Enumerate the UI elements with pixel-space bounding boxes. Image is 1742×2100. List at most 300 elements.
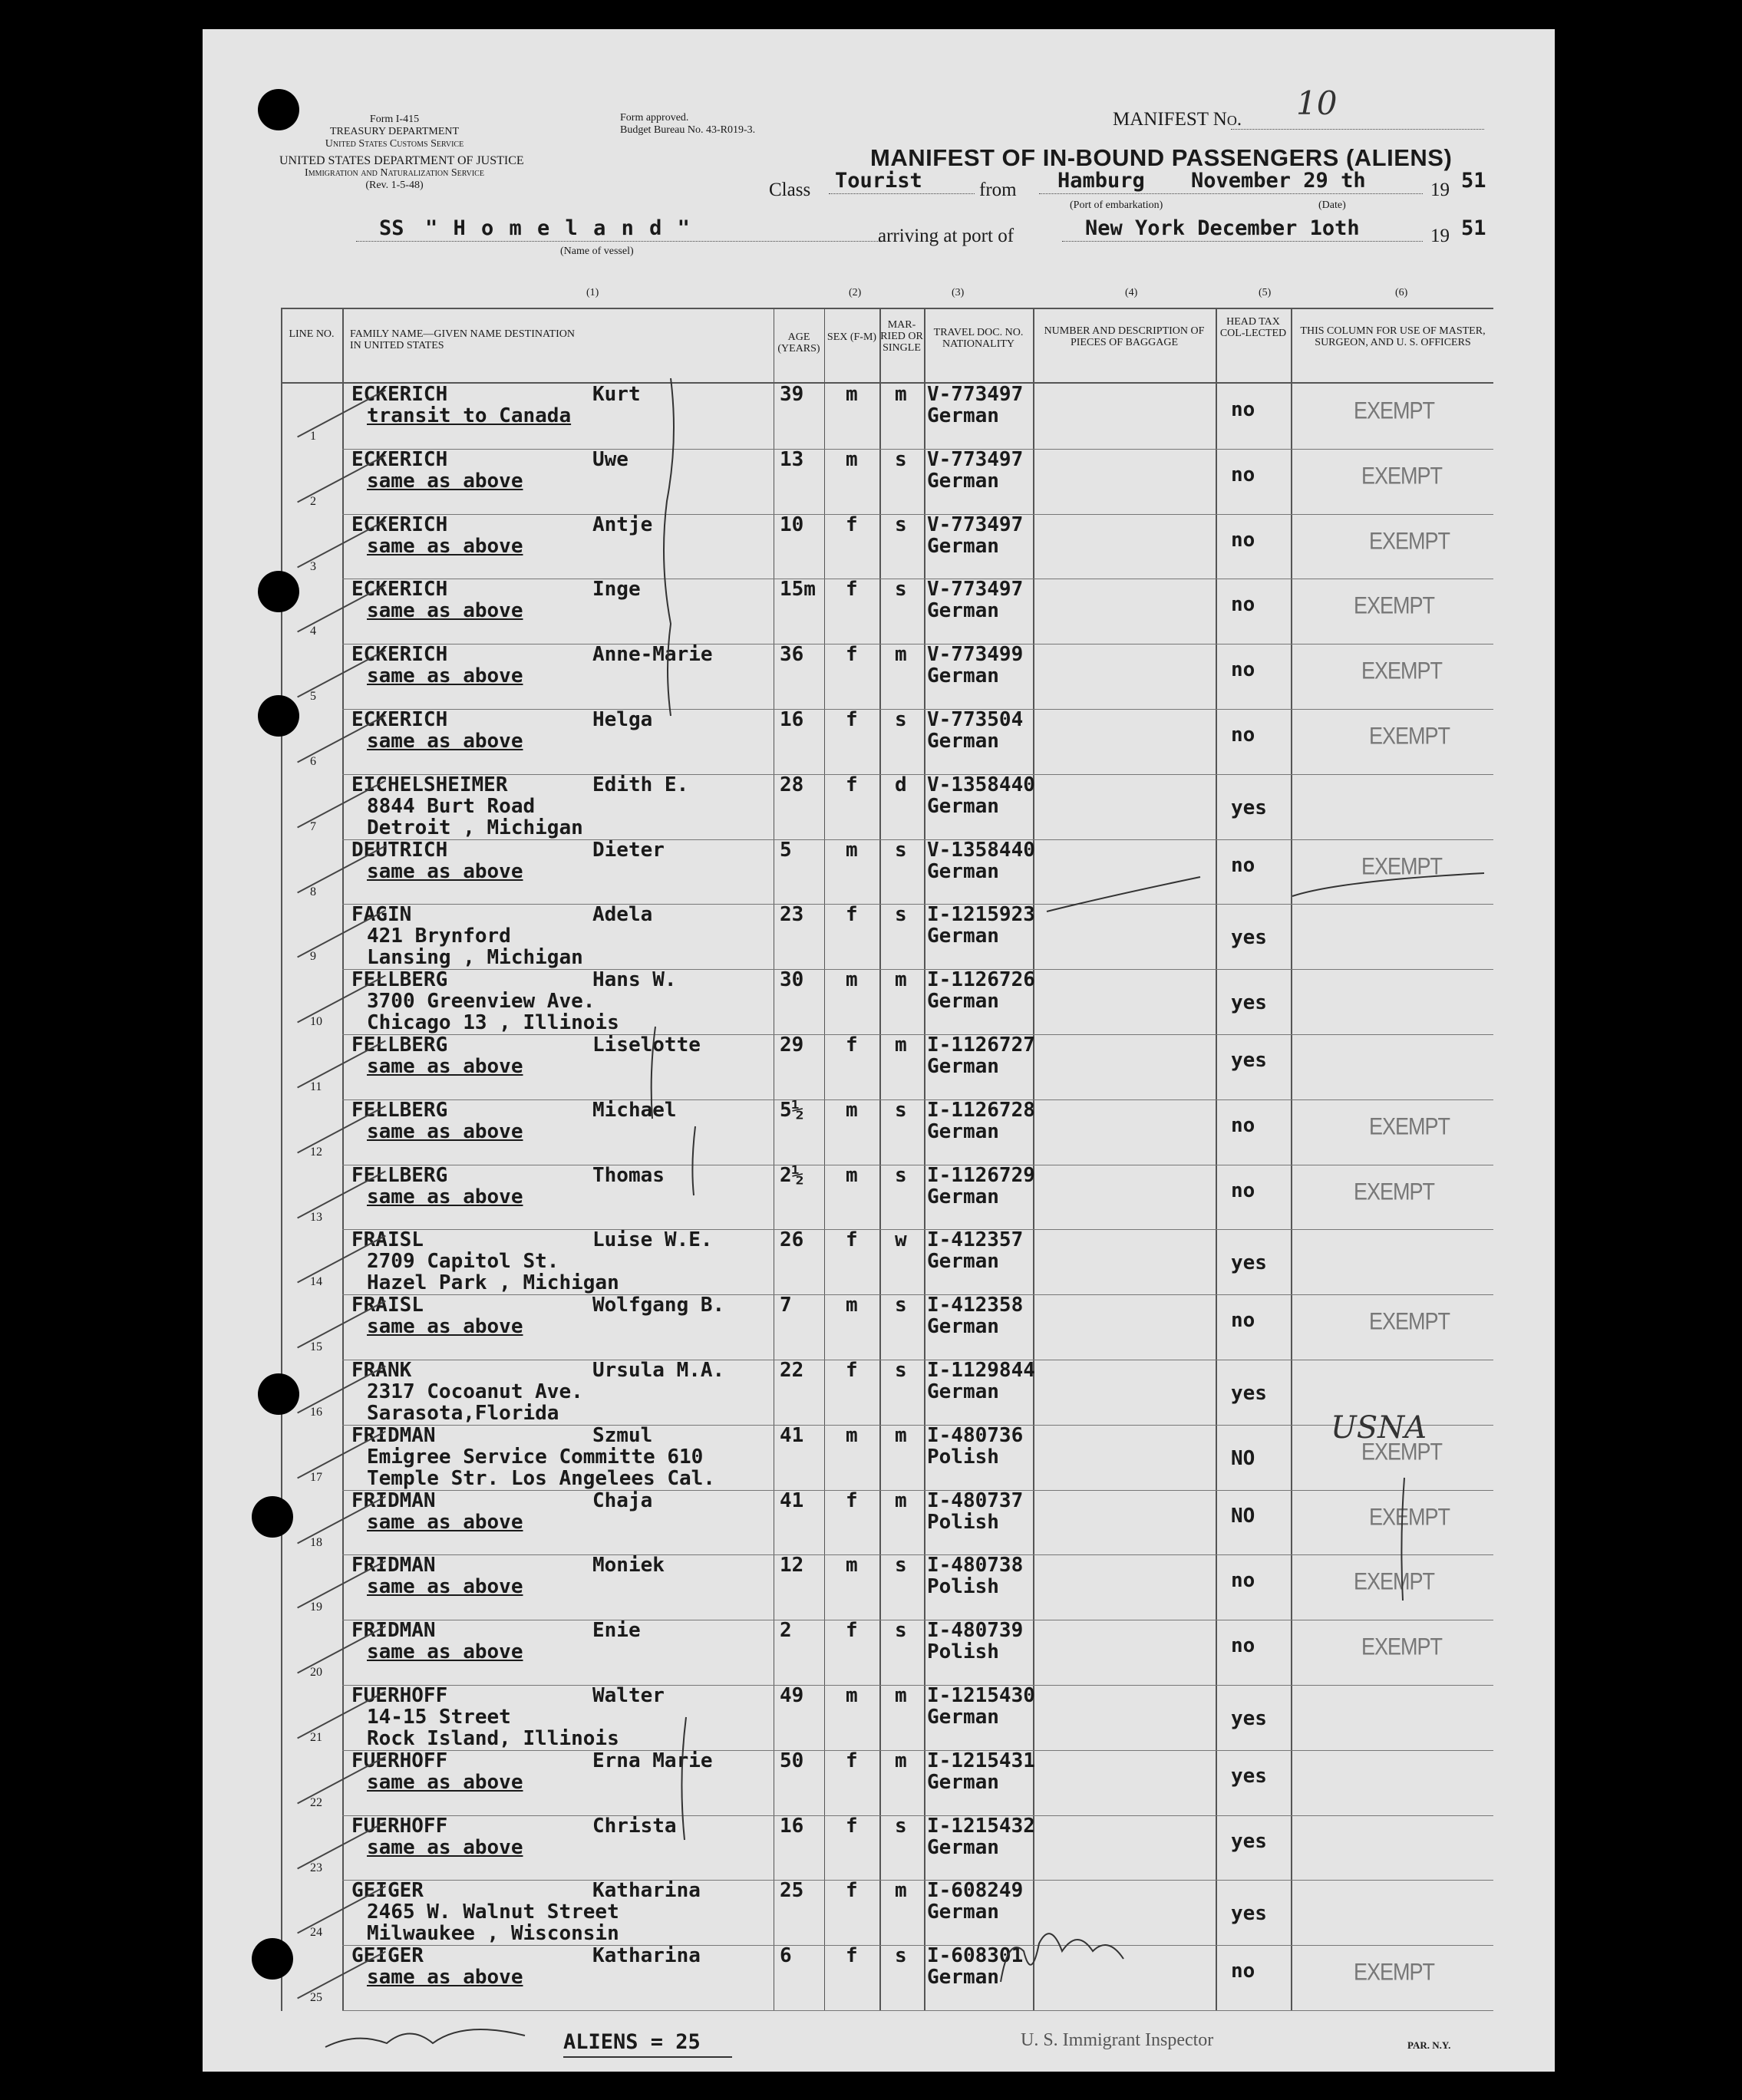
destination: same as above — [367, 1640, 523, 1664]
nationality: German — [927, 1055, 999, 1078]
inspector-label: U. S. Immigrant Inspector — [1021, 2030, 1214, 2050]
punch-hole — [258, 1373, 299, 1415]
sex: f — [846, 1359, 858, 1382]
given-name: Kurt — [592, 383, 641, 406]
line-number: 8 — [310, 885, 316, 898]
travel-doc-no: I-1215432 — [927, 1814, 1035, 1838]
family-name: DEUTRICH — [351, 838, 448, 862]
col-header-tax: HEAD TAX COL-LECTED — [1219, 316, 1287, 339]
nationality: German — [927, 534, 999, 558]
exempt-stamp: EXEMPT — [1354, 1178, 1435, 1205]
nationality: German — [927, 1315, 999, 1339]
head-tax: no — [1231, 658, 1255, 682]
given-name: Michael — [592, 1098, 677, 1122]
given-name: Walter — [592, 1684, 665, 1707]
travel-doc-no: I-1126727 — [927, 1034, 1035, 1057]
head-tax: yes — [1231, 796, 1267, 819]
given-name: Moniek — [592, 1554, 665, 1577]
marital-status: d — [895, 773, 907, 796]
arriving-label: arriving at port of — [878, 226, 1015, 246]
family-name: FELLBERG — [351, 1098, 448, 1122]
form-revision: (Rev. 1-5-48) — [365, 180, 424, 191]
destination: same as above — [367, 664, 523, 688]
family-name: ECKERICH — [351, 643, 448, 667]
sex: f — [846, 773, 858, 796]
travel-doc-no: I-1129844 — [927, 1359, 1035, 1382]
age: 7 — [780, 1294, 792, 1317]
sex: f — [846, 643, 858, 667]
travel-doc-no: I-412358 — [927, 1294, 1024, 1317]
age: 16 — [780, 1814, 804, 1838]
marital-status: m — [895, 643, 907, 667]
given-name: Adela — [592, 903, 653, 927]
line-number: 4 — [310, 625, 316, 638]
exempt-stamp: EXEMPT — [1361, 1438, 1443, 1465]
column-number: (5) — [1259, 287, 1272, 298]
given-name: Helga — [592, 708, 653, 731]
family-name: EICHELSHEIMER — [351, 773, 508, 796]
sex: f — [846, 708, 858, 731]
line-number: 18 — [310, 1535, 322, 1549]
line-number: 7 — [310, 819, 316, 833]
destination: same as above — [367, 1119, 523, 1143]
travel-doc-no: I-412357 — [927, 1228, 1024, 1252]
marital-status: m — [895, 1879, 907, 1903]
head-tax: no — [1231, 1113, 1255, 1137]
column-number: (2) — [849, 287, 862, 298]
vessel-caption: (Name of vessel) — [560, 246, 634, 257]
destination: Lansing , Michigan — [367, 946, 583, 970]
given-name: Thomas — [592, 1163, 665, 1187]
exempt-stamp: EXEMPT — [1361, 1633, 1443, 1660]
nationality: German — [927, 1250, 999, 1274]
destination: same as above — [367, 1315, 523, 1339]
col-header-married: MAR-RIED OR SINGLE — [880, 319, 923, 354]
marital-status: m — [895, 1684, 907, 1707]
family-name: FELLBERG — [351, 1163, 448, 1187]
line-number: 11 — [310, 1080, 322, 1093]
col-header-name: FAMILY NAME—GIVEN NAME DESTINATION IN UNITED STATES — [350, 328, 575, 351]
line-number: 14 — [310, 1275, 322, 1289]
nationality: German — [927, 1966, 999, 1990]
sex: f — [846, 1944, 858, 1968]
punch-hole — [258, 695, 299, 737]
exempt-stamp: EXEMPT — [1369, 1503, 1450, 1530]
family-name: FRANK — [351, 1359, 412, 1382]
inspector-signature — [1001, 1934, 1123, 1982]
destination: 8844 Burt Road — [367, 794, 536, 818]
sex: m — [846, 968, 858, 992]
age: 50 — [780, 1749, 804, 1772]
age: 12 — [780, 1554, 804, 1577]
sex: f — [846, 903, 858, 927]
line-number: 22 — [310, 1795, 322, 1809]
destination: same as above — [367, 1510, 523, 1534]
line-number: 23 — [310, 1861, 322, 1874]
travel-doc-no: V-773497 — [927, 578, 1024, 602]
travel-doc-no: I-1215430 — [927, 1684, 1035, 1707]
exempt-stamp: EXEMPT — [1354, 592, 1435, 619]
year-prefix-2: 19 — [1430, 226, 1450, 246]
nationality: Polish — [927, 1640, 999, 1664]
nationality: German — [927, 1770, 999, 1794]
family-name: ECKERICH — [351, 708, 448, 731]
date-scribble — [325, 2029, 525, 2047]
nationality: German — [927, 925, 999, 948]
nationality: German — [927, 1119, 999, 1143]
destination: Temple Str. Los Angelees Cal. — [367, 1466, 715, 1490]
sex: f — [846, 1228, 858, 1252]
usna-annotation: USNA — [1331, 1410, 1427, 1446]
family-name: FRIDMAN — [351, 1554, 436, 1577]
marital-status: s — [895, 447, 907, 471]
age: 26 — [780, 1228, 804, 1252]
line-number: 1 — [310, 430, 316, 443]
sex: m — [846, 447, 858, 471]
class-value: Tourist — [835, 169, 922, 193]
travel-doc-no: I-608301 — [927, 1944, 1024, 1968]
travel-doc-no: I-1126729 — [927, 1163, 1035, 1187]
exempt-stamp: EXEMPT — [1361, 657, 1443, 684]
line-number: 3 — [310, 559, 316, 573]
head-tax: NO — [1231, 1504, 1255, 1528]
head-tax: no — [1231, 1569, 1255, 1593]
destination: Sarasota,Florida — [367, 1402, 559, 1425]
travel-doc-no: V-1358440 — [927, 838, 1035, 862]
travel-doc-no: I-480736 — [927, 1423, 1024, 1447]
col-header-age: AGE (YEARS) — [777, 331, 820, 354]
stroke-line-9b — [1292, 873, 1484, 896]
travel-doc-no: V-773497 — [927, 513, 1024, 536]
aliens-total: ALIENS = 25 — [563, 2030, 701, 2054]
destination: Rock Island, Illinois — [367, 1727, 619, 1750]
head-tax: yes — [1231, 991, 1267, 1015]
exempt-stamp: EXEMPT — [1354, 397, 1435, 424]
nationality: German — [927, 1706, 999, 1729]
marital-status: s — [895, 708, 907, 731]
line-number: 5 — [310, 690, 316, 704]
age: 6 — [780, 1944, 792, 1968]
nationality: Polish — [927, 1510, 999, 1534]
vessel-prefix: SS — [379, 216, 404, 240]
destination: 2709 Capitol St. — [367, 1250, 559, 1274]
year-1: 51 — [1461, 169, 1486, 193]
port-embark-caption: (Port of embarkation) — [1070, 199, 1163, 211]
sex: m — [846, 1684, 858, 1707]
marital-status: m — [895, 1034, 907, 1057]
age: 5½ — [780, 1098, 804, 1122]
marital-status: m — [895, 1488, 907, 1512]
aliens-underline — [563, 2056, 732, 2058]
given-name: Katharina — [592, 1944, 701, 1968]
port-of-embarkation: Hamburg — [1057, 169, 1145, 193]
given-name: Anne-Marie — [592, 643, 713, 667]
family-name: ECKERICH — [351, 578, 448, 602]
punch-hole — [252, 1496, 293, 1538]
family-name: FAGIN — [351, 903, 412, 927]
destination: 14-15 Street — [367, 1706, 511, 1729]
given-name: Antje — [592, 513, 653, 536]
exempt-stamp: EXEMPT — [1361, 852, 1443, 879]
line-number: 24 — [310, 1926, 322, 1940]
family-name: ECKERICH — [351, 383, 448, 406]
sex: f — [846, 578, 858, 602]
marital-status: s — [895, 1814, 907, 1838]
travel-doc-no: I-480739 — [927, 1619, 1024, 1643]
bracket-stroke-3 — [692, 1126, 695, 1195]
head-tax: no — [1231, 593, 1255, 617]
destination: same as above — [367, 599, 523, 623]
line-number: 21 — [310, 1731, 322, 1744]
punch-hole — [252, 1938, 293, 1980]
exempt-stamp: EXEMPT — [1369, 722, 1450, 750]
given-name: Enie — [592, 1619, 641, 1643]
travel-doc-no: I-480738 — [927, 1554, 1024, 1577]
family-name: FRIDMAN — [351, 1619, 436, 1643]
marital-status: s — [895, 1944, 907, 1968]
age: 30 — [780, 968, 804, 992]
destination: same as above — [367, 534, 523, 558]
line-number: 12 — [310, 1145, 322, 1159]
age: 13 — [780, 447, 804, 471]
travel-doc-no: I-1215431 — [927, 1749, 1035, 1772]
form-approved: Form approved. — [620, 112, 689, 124]
nationality: German — [927, 794, 999, 818]
given-name: Inge — [592, 578, 641, 602]
line-number: 10 — [310, 1015, 322, 1029]
ins-service: Immigration and Naturalization Service — [305, 167, 484, 179]
age: 23 — [780, 903, 804, 927]
sex: m — [846, 1098, 858, 1122]
family-name: FUERHOFF — [351, 1749, 448, 1772]
destination: same as above — [367, 859, 523, 883]
age: 28 — [780, 773, 804, 796]
column-number: (4) — [1125, 287, 1138, 298]
line-number: 20 — [310, 1666, 322, 1680]
travel-doc-no: I-480737 — [927, 1488, 1024, 1512]
destination: 421 Brynford — [367, 925, 511, 948]
line-number: 17 — [310, 1470, 322, 1484]
exempt-stamp: EXEMPT — [1369, 527, 1450, 554]
family-name: FRIDMAN — [351, 1423, 436, 1447]
marital-status: m — [895, 1423, 907, 1447]
marital-status: s — [895, 1359, 907, 1382]
given-name: Erna Marie — [592, 1749, 713, 1772]
age: 29 — [780, 1034, 804, 1057]
nationality: German — [927, 1901, 999, 1924]
head-tax: yes — [1231, 1251, 1267, 1275]
sex: f — [846, 1749, 858, 1772]
line-number: 25 — [310, 1991, 322, 2005]
head-tax: no — [1231, 463, 1255, 486]
head-tax: NO — [1231, 1446, 1255, 1470]
exempt-bracket — [1401, 1478, 1404, 1601]
marital-status: s — [895, 578, 907, 602]
year-prefix-1: 19 — [1430, 180, 1450, 200]
age: 15m — [780, 578, 816, 602]
destination: same as above — [367, 1835, 523, 1859]
column-number: (1) — [586, 287, 599, 298]
age: 10 — [780, 513, 804, 536]
given-name: Luise W.E. — [592, 1228, 713, 1252]
destination: same as above — [367, 1770, 523, 1794]
age: 39 — [780, 383, 804, 406]
col-header-travel: TRAVEL DOC. NO. NATIONALITY — [933, 327, 1024, 350]
destination: Detroit , Michigan — [367, 816, 583, 839]
manifest-title: MANIFEST OF IN-BOUND PASSENGERS (ALIENS) — [870, 144, 1453, 171]
travel-doc-no: I-1215923 — [927, 903, 1035, 927]
marital-status: s — [895, 1554, 907, 1577]
destination: same as above — [367, 1055, 523, 1078]
head-tax: yes — [1231, 1707, 1267, 1730]
destination: same as above — [367, 1185, 523, 1208]
family-name: ECKERICH — [351, 447, 448, 471]
sex: f — [846, 1034, 858, 1057]
sex: m — [846, 1294, 858, 1317]
head-tax: yes — [1231, 1829, 1267, 1853]
marital-status: m — [895, 968, 907, 992]
family-name: FUERHOFF — [351, 1814, 448, 1838]
embarkation-date: November 29 th — [1191, 169, 1366, 193]
nationality: German — [927, 599, 999, 623]
head-tax: no — [1231, 528, 1255, 552]
family-name: GEIGER — [351, 1879, 424, 1903]
exempt-stamp: EXEMPT — [1354, 1958, 1435, 1986]
age: 41 — [780, 1423, 804, 1447]
nationality: German — [927, 664, 999, 688]
year-2: 51 — [1461, 216, 1486, 240]
age: 22 — [780, 1359, 804, 1382]
head-tax: no — [1231, 853, 1255, 877]
bracket-stroke-4 — [681, 1717, 686, 1840]
budget-bureau: Budget Bureau No. 43-R019-3. — [620, 124, 756, 136]
vessel-name: " H o m e l a n d " — [425, 216, 691, 240]
head-tax: no — [1231, 1179, 1255, 1202]
family-name: FRAISL — [351, 1294, 424, 1317]
nationality: Polish — [927, 1575, 999, 1599]
family-name: FELLBERG — [351, 968, 448, 992]
age: 36 — [780, 643, 804, 667]
age: 2 — [780, 1619, 792, 1643]
travel-doc-no: I-1126726 — [927, 968, 1035, 992]
destination: Hazel Park , Michigan — [367, 1271, 619, 1295]
destination: Milwaukee , Wisconsin — [367, 1922, 619, 1946]
head-tax: no — [1231, 1960, 1255, 1983]
exempt-stamp: EXEMPT — [1369, 1307, 1450, 1335]
bracket-stroke-2 — [652, 1027, 655, 1119]
marital-status: s — [895, 838, 907, 862]
exempt-stamp: EXEMPT — [1354, 1568, 1435, 1595]
destination: same as above — [367, 469, 523, 493]
age: 5 — [780, 838, 792, 862]
col-header-sex: SEX (F-M) — [826, 331, 877, 343]
line-number: 2 — [310, 494, 316, 508]
destination: same as above — [367, 1966, 523, 1990]
nationality: German — [927, 1185, 999, 1208]
line-number: 9 — [310, 950, 316, 964]
sex: m — [846, 838, 858, 862]
sex: f — [846, 1879, 858, 1903]
from-label: from — [979, 180, 1017, 200]
age: 49 — [780, 1684, 804, 1707]
head-tax: no — [1231, 398, 1255, 421]
given-name: Katharina — [592, 1879, 701, 1903]
destination: 2465 W. Walnut Street — [367, 1901, 619, 1924]
destination: same as above — [367, 1575, 523, 1599]
given-name: Szmul — [592, 1423, 653, 1447]
family-name: ECKERICH — [351, 513, 448, 536]
travel-doc-no: V-773497 — [927, 447, 1024, 471]
nationality: German — [927, 404, 999, 427]
class-label: Class — [769, 180, 811, 200]
travel-doc-no: I-608249 — [927, 1879, 1024, 1903]
marital-status: s — [895, 1098, 907, 1122]
given-name: Wolfgang B. — [592, 1294, 725, 1317]
age: 41 — [780, 1488, 804, 1512]
manifest-label: MANIFEST No. — [1113, 109, 1242, 130]
marital-status: s — [895, 903, 907, 927]
marital-status: s — [895, 513, 907, 536]
sex: m — [846, 1554, 858, 1577]
head-tax: yes — [1231, 1902, 1267, 1926]
family-name: GEIGER — [351, 1944, 424, 1968]
family-name: FELLBERG — [351, 1034, 448, 1057]
given-name: Ursula M.A. — [592, 1359, 725, 1382]
port-of-arrival: New York December 1oth — [1085, 216, 1360, 240]
given-name: Edith E. — [592, 773, 689, 796]
destination: 2317 Cocoanut Ave. — [367, 1380, 583, 1403]
nationality: German — [927, 990, 999, 1014]
sex: f — [846, 1488, 858, 1512]
date-caption: (Date) — [1318, 199, 1346, 211]
punch-hole — [258, 571, 299, 612]
nationality: German — [927, 859, 999, 883]
nationality: German — [927, 730, 999, 753]
family-name: FRIDMAN — [351, 1488, 436, 1512]
head-tax: yes — [1231, 926, 1267, 950]
given-name: Dieter — [592, 838, 665, 862]
col-header-line: LINE NO. — [289, 328, 335, 340]
destination: Emigree Service Committe 610 — [367, 1445, 704, 1469]
line-number: 19 — [310, 1601, 322, 1614]
col-header-baggage: NUMBER AND DESCRIPTION OF PIECES OF BAGGAGE — [1044, 325, 1205, 348]
sex: m — [846, 1423, 858, 1447]
family-name: FUERHOFF — [351, 1684, 448, 1707]
line-number: 13 — [310, 1210, 322, 1224]
sex: f — [846, 1814, 858, 1838]
sex: m — [846, 1163, 858, 1187]
destination: transit to Canada — [367, 404, 572, 427]
age: 25 — [780, 1879, 804, 1903]
line-number: 16 — [310, 1406, 322, 1419]
head-tax: no — [1231, 724, 1255, 747]
punch-hole — [258, 89, 299, 130]
column-number: (6) — [1395, 287, 1408, 298]
given-name: Chaja — [592, 1488, 653, 1512]
justice-dept: UNITED STATES DEPARTMENT OF JUSTICE — [279, 154, 524, 167]
marital-status: m — [895, 1749, 907, 1772]
destination: Chicago 13 , Illinois — [367, 1011, 619, 1035]
marital-status: s — [895, 1294, 907, 1317]
head-tax: yes — [1231, 1382, 1267, 1405]
form-number: Form I-415 — [369, 114, 420, 125]
handwriting-strokes — [203, 29, 1555, 2072]
exempt-stamp: EXEMPT — [1361, 462, 1443, 489]
stroke-line-9 — [1047, 877, 1200, 912]
head-tax: no — [1231, 1309, 1255, 1333]
sex: f — [846, 1619, 858, 1643]
nationality: German — [927, 1835, 999, 1859]
